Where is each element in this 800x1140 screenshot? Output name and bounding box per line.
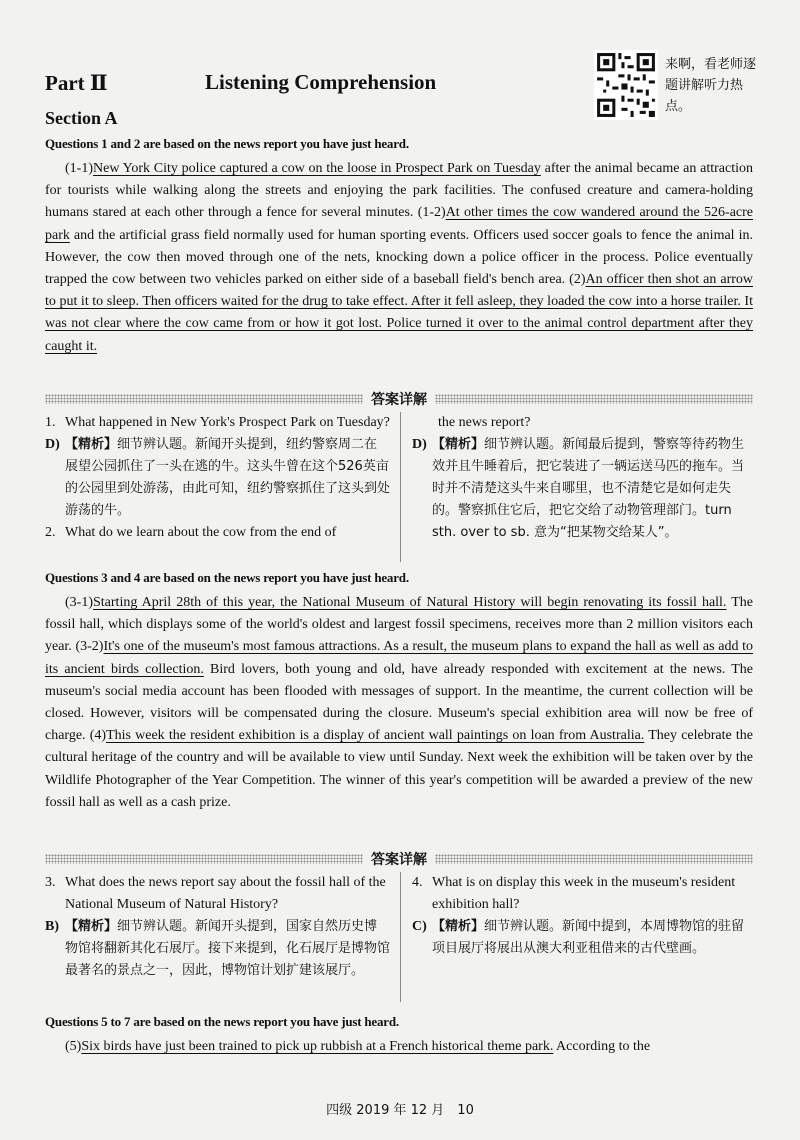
answer-4 xyxy=(412,916,752,960)
questions-1-2-heading: Questions 1 and 2 are based on the news report you have just heard. xyxy=(45,136,409,151)
answer-letter: C) xyxy=(412,919,427,934)
answer-column-left-1 xyxy=(45,412,390,544)
underlined-key-sentence: An officer then shot an arrow to put it to sleep. Then officers waited for the drug to take effect. After it fell asleep, they loaded the cow into a horse trailer. It was not clear where the cow came from or how it got lost. Police turned it over to the animal control department after they caught it. xyxy=(45,272,754,354)
qr-code-icon[interactable] xyxy=(594,50,658,120)
question-3: 3. What does the news report say about the fossil hall of the National Museum of Natural History? xyxy=(45,872,390,916)
part-header xyxy=(45,70,585,100)
answer-2-explanation: 细节辨认题。新闻最后提到，警察等待药物生效并且牛睡着后，把它装进了一辆运送马匹的拖车。当时并不清楚这头牛来自哪里，也不清楚它是如何走失的。警察抓住它后，把它交给了动物管理部门。turn sth. over to sb. 意为“把某物交给某人”。 xyxy=(432,437,745,540)
underlined-key-sentence: This week the resident exhibition is a display of ancient wall paintings on loan from Australia. xyxy=(106,728,645,744)
part-label: Part Ⅱ xyxy=(45,71,108,95)
underlined-key-sentence: Starting April 28th of this year, the National Museum of Natural History will begin renovating its fossil hall. xyxy=(93,595,727,610)
passage-text: after the animal became an attraction for tourists while walking along the streets and enjoying the park facilities. The confused creature and camera-holding humans stared at each other through a fence for several minutes. (1-2) xyxy=(45,161,753,221)
question-2-text-cont: the news report? xyxy=(438,415,531,430)
section-title: Section A xyxy=(45,108,118,128)
qr-note: 来啊，看老师逐题讲解听力热点。 xyxy=(665,57,757,114)
underlined-key-sentence: It's one of the museum's most famous attractions. As a result, the museum plans to expand the hall as well as add to its ancient birds collection. xyxy=(45,639,754,677)
answer-1 xyxy=(45,434,390,522)
underlined-key-sentence: New York City police captured a cow on the loose in Prospect Park on Tuesday xyxy=(93,161,541,176)
analysis-tag: 【精析】 xyxy=(65,919,118,934)
answer-2 xyxy=(412,434,752,544)
question-1: 1. What happened in New York's Prospect Park on Tuesday? xyxy=(45,412,390,434)
answer-banner-label: 答案详解 xyxy=(371,852,427,868)
answer-letter: D) xyxy=(45,437,60,452)
answer-column-right-2 xyxy=(412,872,752,960)
question-1-text: What happened in New York's Prospect Park on Tuesday? xyxy=(65,415,390,430)
question-3-text: What does the news report say about the fossil hall of the National Museum of Natural History? xyxy=(65,875,386,912)
answer-column-right-1 xyxy=(412,412,752,544)
passage-text: and the artificial grass field normally used for human sporting events. Officers used soccer goals to fence the animal in. However, the cow then moved through one of the nets, knocking down a police officer in the process. Police eventually trapped the cow between two vehicles parked on either side of a baseball field's bench area. (2) xyxy=(45,227,753,288)
column-divider xyxy=(400,872,401,1002)
questions-3-4-heading: Questions 3 and 4 are based on the news report you have just heard. xyxy=(45,570,409,585)
answer-4-explanation: 细节辨认题。新闻中提到，本周博物馆的驻留项目展厅将展出从澳大利亚租借来的古代壁画。 xyxy=(432,919,745,956)
passage-2 xyxy=(45,592,753,814)
part-title: Listening Comprehension xyxy=(205,70,437,94)
question-4-text: What is on display this week in the museum's resident exhibition hall? xyxy=(432,875,736,912)
question-2: 2. What do we learn about the cow from the end of xyxy=(45,522,390,544)
passage-text: Bird lovers, both young and old, have already responded with excitement at the news. The museum's social media account has been flooded with messages of support. In the meantime, the current collection will be closed. However, visitors will be compensated during the closure. Museum's special exhibition area will now be free of charge. (4) xyxy=(45,661,753,744)
analysis-tag: 【精析】 xyxy=(432,437,485,452)
underlined-key-sentence: Six birds have just been trained to pick up rubbish at a French historical theme park. xyxy=(81,1039,554,1054)
questions-5-7-heading: Questions 5 to 7 are based on the news report you have just heard. xyxy=(45,1014,399,1029)
question-2-text: What do we learn about the cow from the end of xyxy=(65,525,337,540)
column-divider xyxy=(400,412,401,562)
analysis-tag: 【精析】 xyxy=(65,437,118,452)
passage-text: (5) xyxy=(65,1039,82,1054)
answer-banner-label: 答案详解 xyxy=(371,392,427,408)
answer-3 xyxy=(45,916,390,982)
answer-banner-2 xyxy=(45,850,753,868)
passage-1 xyxy=(45,158,753,358)
answer-1-explanation: 细节辨认题。新闻开头提到，纽约警察周二在展望公园抓住了一头在逃的牛。这头牛曾在这个526英亩的公园里到处游荡，由此可知，纽约警察抓住了这头到处游荡的牛。 xyxy=(65,437,391,518)
passage-text: The fossil hall, which displays some of the world's oldest and largest fossil specimens, receives more than 2 million visitors each year. (3-2) xyxy=(45,595,753,655)
passage-text: (1-1) xyxy=(65,161,93,176)
answer-3-explanation: 细节辨认题。新闻开头提到，国家自然历史博物馆将翻新其化石展厅。接下来提到，化石展厅是博物馆最著名的景点之一，因此，博物馆计划扩建该展厅。 xyxy=(65,919,391,978)
answer-letter: D) xyxy=(412,437,427,452)
underlined-key-sentence: At other times the cow wandered around the 526-acre park xyxy=(45,205,753,243)
answer-column-left-2 xyxy=(45,872,390,982)
passage-text: They celebrate the cultural heritage of the country and will be available to view until Sunday. Next week the exhibition will be taken over by the Wildlife Photographer of the Year Competition. The winner of this year's competition will be awarded a preview of the new fossil hall as well as a cash prize. xyxy=(45,728,753,810)
answer-letter: B) xyxy=(45,919,59,934)
passage-text: According to the xyxy=(553,1039,651,1054)
question-4: 4. What is on display this week in the museum's resident exhibition hall? xyxy=(412,872,752,916)
analysis-tag: 【精析】 xyxy=(432,919,485,934)
page-footer: 四级 2019 年 12 月 10 xyxy=(326,1103,474,1118)
passage-text: (3-1) xyxy=(65,595,93,610)
passage-3 xyxy=(45,1036,753,1058)
answer-banner-1 xyxy=(45,390,753,408)
